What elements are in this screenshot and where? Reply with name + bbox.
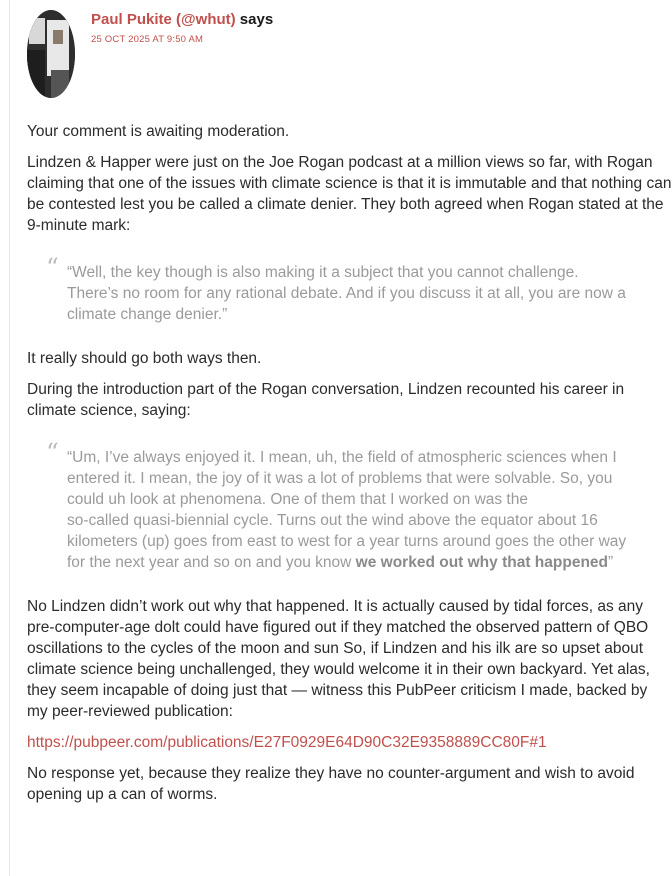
quote-emphasis: we worked out why that happened <box>355 554 609 571</box>
quote-text: “Um, I’ve always enjoyed it. I mean, uh, the field of atmospheric sciences when I entered it. I mean, the joy of it was a lot of problems that were solvable. So, you could uh look at phenomena. One of them that I worked on was the <box>67 449 617 508</box>
pubpeer-link[interactable]: https://pubpeer.com/publications/E27F0929E64D90C32E9358889CC80F#1 <box>27 734 547 751</box>
comment-author <box>91 11 273 28</box>
moderation-notice: Your comment is awaiting moderation. <box>27 123 290 140</box>
blockquote <box>27 438 627 573</box>
paragraph: No response yet, because they realize they have no counter-argument and wish to avoid opening up a can of worms. <box>27 765 635 803</box>
quote-icon: “ <box>46 438 59 467</box>
avatar[interactable] <box>27 10 75 98</box>
left-border <box>9 0 10 876</box>
paragraph: It really should go both ways then. <box>27 350 262 367</box>
quote-text: “Well, the key though is also making it a subject that you cannot challenge. There’s no room for any rational debate. And if you discuss it at all, you are now a climate change denier.” <box>67 264 626 323</box>
author-link[interactable]: Paul Pukite (@whut) <box>91 11 236 28</box>
quote-icon: “ <box>46 253 59 282</box>
comment-body <box>27 121 672 815</box>
blockquote <box>27 253 627 325</box>
paragraph: Lindzen & Happer were just on the Joe Rogan podcast at a million views so far, with Rogan claiming that one of the issues with climate science is that it is immutable and that nothing can be contested lest you be called a climate denier. They both agreed when Rogan stated at the 9-minute mark: <box>27 154 672 234</box>
paragraph: During the introduction part of the Rogan conversation, Lindzen recounted his career in climate science, saying: <box>27 381 625 419</box>
paragraph: No Lindzen didn’t work out why that happened. It is actually caused by tidal forces, as any pre-computer-age dolt could have figured out if they matched the observed pattern of QBO oscillations to the cycles of the moon and sun So, if Lindzen and his ilk are so upset about climate science being unchallenged, they would welcome it in their own backyard. Yet alas, they seem incapable of doing just that — witness this PubPeer criticism I made, backed by my peer-reviewed publication: <box>27 598 650 720</box>
quote-text-continued: so-called quasi-biennial cycle. Turns out the wind above the equator about 16 kilometers (up) goes from east to west for a year turns around goes the other way for the next year and so on and you know we worked out why that happened” <box>67 512 627 571</box>
avatar-image <box>27 10 75 98</box>
says-label: says <box>235 11 274 28</box>
comment-date[interactable]: 25 OCT 2025 AT 9:50 AM <box>91 34 204 45</box>
